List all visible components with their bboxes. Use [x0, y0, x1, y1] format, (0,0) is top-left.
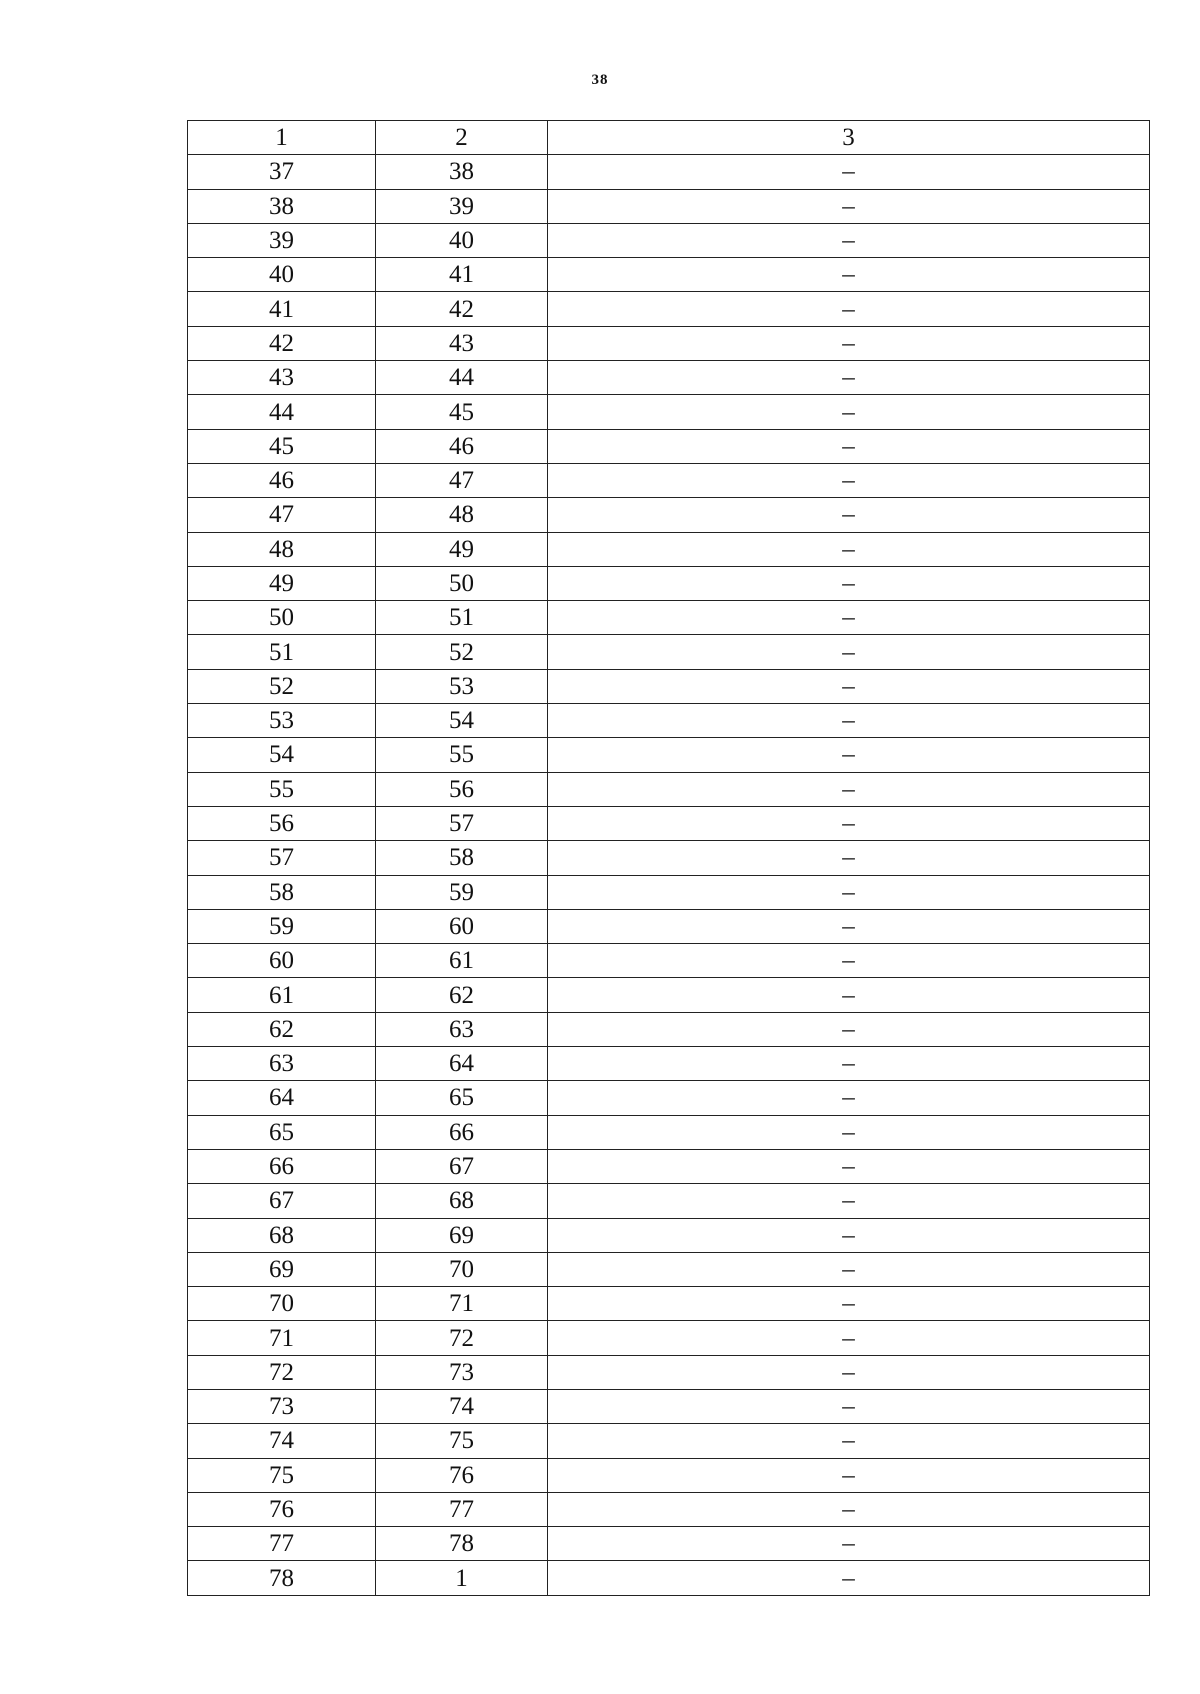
table-cell-col2: 76 — [376, 1458, 548, 1492]
table-cell-col3: – — [548, 704, 1150, 738]
table-row — [188, 772, 1150, 806]
table-cell-col3: – — [548, 1561, 1150, 1595]
table-cell-col1: 48 — [188, 532, 376, 566]
data-table — [187, 120, 1150, 1596]
table-cell-col2: 44 — [376, 361, 548, 395]
table-cell-col3: – — [548, 189, 1150, 223]
table-row — [188, 498, 1150, 532]
table-cell-col3: – — [548, 532, 1150, 566]
table-cell-col3: – — [548, 361, 1150, 395]
table-header-row — [188, 121, 1150, 155]
table-row — [188, 1492, 1150, 1526]
table-cell-col2: 57 — [376, 806, 548, 840]
table-cell-col1: 77 — [188, 1527, 376, 1561]
table-cell-col2: 69 — [376, 1218, 548, 1252]
table-row — [188, 704, 1150, 738]
table-cell-col3: – — [548, 1081, 1150, 1115]
table-cell-col2: 72 — [376, 1321, 548, 1355]
column-header-2: 2 — [376, 121, 548, 155]
table-cell-col2: 46 — [376, 429, 548, 463]
table-cell-col1: 60 — [188, 944, 376, 978]
table-cell-col1: 64 — [188, 1081, 376, 1115]
table-row — [188, 258, 1150, 292]
table-row — [188, 1218, 1150, 1252]
table-row — [188, 1355, 1150, 1389]
table-cell-col3: – — [548, 155, 1150, 189]
table-cell-col2: 51 — [376, 601, 548, 635]
table-cell-col3: – — [548, 1115, 1150, 1149]
table-row — [188, 806, 1150, 840]
table-cell-col1: 43 — [188, 361, 376, 395]
table-cell-col1: 72 — [188, 1355, 376, 1389]
table-cell-col2: 55 — [376, 738, 548, 772]
table-cell-col2: 70 — [376, 1252, 548, 1286]
table-cell-col3: – — [548, 772, 1150, 806]
table-cell-col3: – — [548, 601, 1150, 635]
table-row — [188, 395, 1150, 429]
table-row — [188, 326, 1150, 360]
table-cell-col2: 45 — [376, 395, 548, 429]
table-cell-col2: 58 — [376, 841, 548, 875]
table-row — [188, 1149, 1150, 1183]
table-cell-col2: 63 — [376, 1012, 548, 1046]
column-header-3: 3 — [548, 121, 1150, 155]
table-cell-col1: 47 — [188, 498, 376, 532]
table-row — [188, 1389, 1150, 1423]
table-row — [188, 189, 1150, 223]
table-row — [188, 944, 1150, 978]
table-cell-col2: 53 — [376, 669, 548, 703]
table-row — [188, 1184, 1150, 1218]
table-cell-col2: 78 — [376, 1527, 548, 1561]
table-cell-col1: 44 — [188, 395, 376, 429]
table-cell-col1: 69 — [188, 1252, 376, 1286]
table-cell-col3: – — [548, 806, 1150, 840]
table-row — [188, 1561, 1150, 1595]
table-cell-col3: – — [548, 463, 1150, 497]
table-cell-col3: – — [548, 1218, 1150, 1252]
table-cell-col2: 38 — [376, 155, 548, 189]
table-cell-col3: – — [548, 944, 1150, 978]
table-cell-col2: 52 — [376, 635, 548, 669]
table-cell-col2: 1 — [376, 1561, 548, 1595]
table-row — [188, 635, 1150, 669]
table-cell-col1: 38 — [188, 189, 376, 223]
table-cell-col1: 58 — [188, 875, 376, 909]
table-cell-col3: – — [548, 429, 1150, 463]
table-cell-col1: 74 — [188, 1424, 376, 1458]
table-cell-col2: 66 — [376, 1115, 548, 1149]
table-cell-col3: – — [548, 326, 1150, 360]
column-header-1: 1 — [188, 121, 376, 155]
table-cell-col2: 65 — [376, 1081, 548, 1115]
table-cell-col2: 50 — [376, 566, 548, 600]
table-cell-col1: 54 — [188, 738, 376, 772]
table-cell-col3: – — [548, 1047, 1150, 1081]
table-cell-col3: – — [548, 1287, 1150, 1321]
table-cell-col3: – — [548, 1389, 1150, 1423]
table-cell-col2: 61 — [376, 944, 548, 978]
table-cell-col3: – — [548, 258, 1150, 292]
table-cell-col3: – — [548, 395, 1150, 429]
table-row — [188, 1527, 1150, 1561]
table-cell-col1: 45 — [188, 429, 376, 463]
table-row — [188, 738, 1150, 772]
table-cell-col3: – — [548, 292, 1150, 326]
table-cell-col2: 56 — [376, 772, 548, 806]
table-body — [188, 155, 1150, 1595]
table-row — [188, 361, 1150, 395]
table-cell-col3: – — [548, 669, 1150, 703]
table-cell-col2: 62 — [376, 978, 548, 1012]
table-cell-col3: – — [548, 1492, 1150, 1526]
table-cell-col1: 75 — [188, 1458, 376, 1492]
table-row — [188, 875, 1150, 909]
table-cell-col3: – — [548, 841, 1150, 875]
table-cell-col1: 62 — [188, 1012, 376, 1046]
table-row — [188, 155, 1150, 189]
table-cell-col3: – — [548, 566, 1150, 600]
table-row — [188, 566, 1150, 600]
table-row — [188, 463, 1150, 497]
table-cell-col1: 42 — [188, 326, 376, 360]
table-cell-col3: – — [548, 1527, 1150, 1561]
table-cell-col3: – — [548, 1184, 1150, 1218]
table-row — [188, 429, 1150, 463]
table-row — [188, 1012, 1150, 1046]
table-cell-col2: 49 — [376, 532, 548, 566]
table-cell-col1: 51 — [188, 635, 376, 669]
table-row — [188, 1252, 1150, 1286]
table-row — [188, 1287, 1150, 1321]
table-cell-col2: 47 — [376, 463, 548, 497]
table-cell-col3: – — [548, 875, 1150, 909]
table-cell-col2: 60 — [376, 909, 548, 943]
table-cell-col1: 76 — [188, 1492, 376, 1526]
table-cell-col1: 53 — [188, 704, 376, 738]
table-cell-col1: 50 — [188, 601, 376, 635]
table-cell-col1: 52 — [188, 669, 376, 703]
table-cell-col1: 61 — [188, 978, 376, 1012]
table-cell-col1: 37 — [188, 155, 376, 189]
table-cell-col2: 40 — [376, 223, 548, 257]
table-row — [188, 223, 1150, 257]
table-row — [188, 978, 1150, 1012]
table-cell-col1: 63 — [188, 1047, 376, 1081]
table-row — [188, 1424, 1150, 1458]
table-cell-col3: – — [548, 1321, 1150, 1355]
table-cell-col2: 71 — [376, 1287, 548, 1321]
table-cell-col2: 68 — [376, 1184, 548, 1218]
table-cell-col2: 75 — [376, 1424, 548, 1458]
table-cell-col3: – — [548, 498, 1150, 532]
table-cell-col3: – — [548, 1458, 1150, 1492]
table-row — [188, 841, 1150, 875]
table-cell-col2: 39 — [376, 189, 548, 223]
table-cell-col1: 46 — [188, 463, 376, 497]
table-cell-col2: 59 — [376, 875, 548, 909]
table-cell-col1: 57 — [188, 841, 376, 875]
table-cell-col3: – — [548, 909, 1150, 943]
table-cell-col3: – — [548, 1424, 1150, 1458]
table-cell-col1: 39 — [188, 223, 376, 257]
table-cell-col1: 73 — [188, 1389, 376, 1423]
table-cell-col3: – — [548, 635, 1150, 669]
table-cell-col2: 77 — [376, 1492, 548, 1526]
table-row — [188, 909, 1150, 943]
table-row — [188, 1115, 1150, 1149]
table-cell-col3: – — [548, 1149, 1150, 1183]
table-cell-col2: 41 — [376, 258, 548, 292]
table-cell-col1: 56 — [188, 806, 376, 840]
table-row — [188, 1321, 1150, 1355]
table-row — [188, 292, 1150, 326]
table-cell-col2: 74 — [376, 1389, 548, 1423]
table-cell-col1: 68 — [188, 1218, 376, 1252]
table-row — [188, 532, 1150, 566]
table-cell-col1: 78 — [188, 1561, 376, 1595]
table-cell-col1: 49 — [188, 566, 376, 600]
table-row — [188, 1047, 1150, 1081]
table-cell-col1: 55 — [188, 772, 376, 806]
table-cell-col1: 71 — [188, 1321, 376, 1355]
table-cell-col1: 67 — [188, 1184, 376, 1218]
table-cell-col1: 66 — [188, 1149, 376, 1183]
table-row — [188, 601, 1150, 635]
table-cell-col2: 43 — [376, 326, 548, 360]
table-cell-col2: 42 — [376, 292, 548, 326]
table-cell-col3: – — [548, 738, 1150, 772]
table-cell-col3: – — [548, 978, 1150, 1012]
table-cell-col2: 64 — [376, 1047, 548, 1081]
table-row — [188, 1458, 1150, 1492]
table-cell-col1: 41 — [188, 292, 376, 326]
table-row — [188, 1081, 1150, 1115]
table-cell-col2: 54 — [376, 704, 548, 738]
table-cell-col1: 59 — [188, 909, 376, 943]
table-cell-col1: 70 — [188, 1287, 376, 1321]
table-cell-col2: 73 — [376, 1355, 548, 1389]
table-cell-col3: – — [548, 223, 1150, 257]
table-cell-col2: 67 — [376, 1149, 548, 1183]
table-cell-col3: – — [548, 1355, 1150, 1389]
table-cell-col1: 40 — [188, 258, 376, 292]
table-cell-col1: 65 — [188, 1115, 376, 1149]
table-cell-col3: – — [548, 1252, 1150, 1286]
table-row — [188, 669, 1150, 703]
page-number: 38 — [591, 72, 609, 88]
table-cell-col2: 48 — [376, 498, 548, 532]
table-cell-col3: – — [548, 1012, 1150, 1046]
